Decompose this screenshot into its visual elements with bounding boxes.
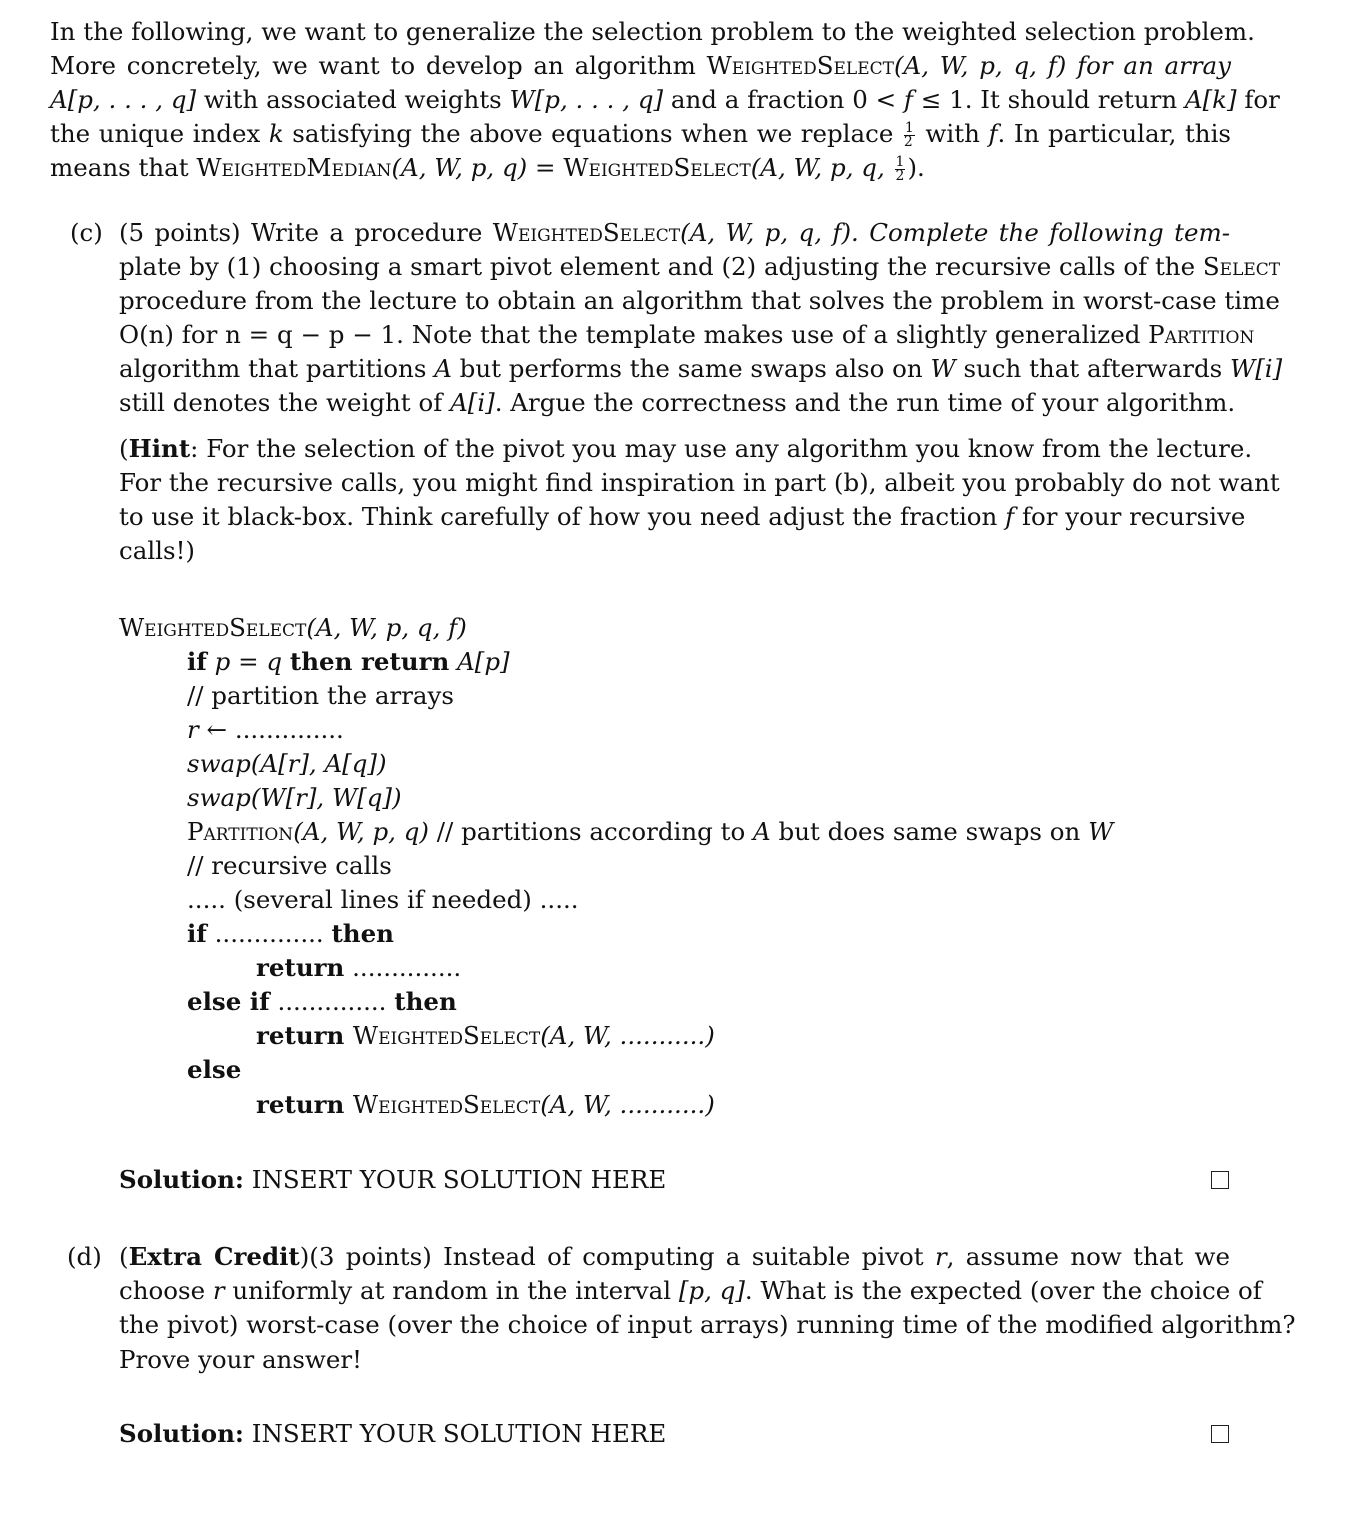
fraction-one-half-2: $\frac{1}{2}$: [895, 154, 905, 184]
algo-line-3: r ← ..............: [187, 715, 344, 744]
qed-box-c: [1211, 1171, 1229, 1189]
part-c-line-4: O(n) for n = q − p − 1. Note that the template makes use of a slightly generalized Partition: [119, 320, 1255, 349]
hint-line-4: calls!): [119, 536, 195, 565]
algo-line-2: // partition the arrays: [187, 681, 454, 710]
algo-line-6: Partition(A, W, p, q) // partitions according to A but does same swaps on W: [187, 817, 1114, 846]
intro-line-1: In the following, we want to generalize the selection problem to the weighted selection problem.: [50, 17, 1255, 46]
part-c-line-2: plate by (1) choosing a smart pivot element and (2) adjusting the recursive calls of the Select: [119, 252, 1281, 281]
algo-line-13: else: [187, 1055, 242, 1084]
algo-line-4: swap(A[r], A[q]): [187, 749, 387, 778]
hint-line-1: (Hint: For the selection of the pivot you may use any algorithm you know from the lecture.: [119, 434, 1253, 463]
algo-line-10: return ..............: [256, 953, 462, 982]
intro-line-4: the unique index k satisfying the above equations when we replace $\frac{1}{2}$ with f. In particular, this: [50, 119, 1231, 150]
hint-line-3: to use it black-box. Think carefully of how you need adjust the fraction f for your recursive: [119, 502, 1246, 531]
part-d-label: (d): [67, 1242, 102, 1271]
qed-box-d: [1211, 1425, 1229, 1443]
part-c-line-1: (5 points) Write a procedure WeightedSelect(A, W, p, q, f). Complete the following tem-: [119, 218, 1230, 247]
algo-line-8: ..... (several lines if needed) .....: [187, 885, 579, 914]
algo-header: WeightedSelect(A, W, p, q, f): [119, 613, 467, 642]
part-d-line-3: the pivot) worst-case (over the choice of input arrays) running time of the modified algorithm?: [119, 1310, 1296, 1339]
intro-line-2: More concretely, we want to develop an algorithm WeightedSelect(A, W, p, q, f) for an array: [50, 51, 1231, 80]
solution-c: Solution: INSERT YOUR SOLUTION HERE: [119, 1165, 667, 1194]
algo-line-9: if .............. then: [187, 919, 394, 948]
intro-line-5: means that WeightedMedian(A, W, p, q) = WeightedSelect(A, W, p, q, $\frac{1}{2}$ ).: [50, 153, 925, 184]
algo-line-5: swap(W[r], W[q]): [187, 783, 402, 812]
solution-d: Solution: INSERT YOUR SOLUTION HERE: [119, 1419, 667, 1448]
algo-line-11: else if .............. then: [187, 987, 457, 1016]
part-d-line-1: (Extra Credit)(3 points) Instead of computing a suitable pivot r, assume now that we: [119, 1242, 1230, 1271]
part-c-line-5: algorithm that partitions A but performs the same swaps also on W such that afterwards W[i]: [119, 354, 1283, 383]
algo-line-12: return WeightedSelect(A, W, ...........): [256, 1021, 715, 1050]
part-c-line-6: still denotes the weight of A[i]. Argue the correctness and the run time of your algorithm.: [119, 388, 1236, 417]
part-d-line-2: choose r uniformly at random in the interval [p, q]. What is the expected (over the choice of: [119, 1276, 1262, 1305]
intro-line-3: A[p, . . . , q] with associated weights W[p, . . . , q] and a fraction 0 < f ≤ 1. It should return A[k] for: [50, 85, 1280, 114]
fraction-one-half: $\frac{1}{2}$: [903, 120, 914, 150]
part-d-line-4: Prove your answer!: [119, 1345, 362, 1374]
part-c-label: (c): [70, 218, 103, 247]
algo-line-7: // recursive calls: [187, 851, 392, 880]
algo-line-1: if p = q then return A[p]: [187, 647, 510, 676]
hint-line-2: For the recursive calls, you might find inspiration in part (b), albeit you probably do not want: [119, 468, 1280, 497]
part-c-line-3: procedure from the lecture to obtain an algorithm that solves the problem in worst-case time: [119, 286, 1280, 315]
algo-line-14: return WeightedSelect(A, W, ...........): [256, 1090, 715, 1119]
